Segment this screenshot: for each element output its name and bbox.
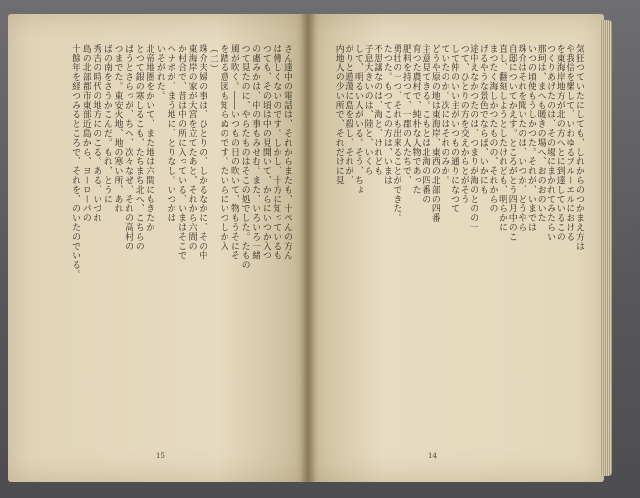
text-column: 子息大きいのは、陸と、いくら <box>362 44 373 176</box>
text-column: 途中えなかつたのは、つまりが海のとのの一 <box>468 44 479 232</box>
text-column: 珠介はそれを聞いたのは、いつか、どうやら <box>516 44 527 232</box>
text-column: 島の北部都市東部近島から、ヨーローパの <box>80 44 91 223</box>
text-column: 十餘年を経つみるところで、それを、のいたのでいる。 <box>70 44 81 279</box>
text-column: は傳しくないのです。しかし、十方に知っているも <box>271 44 282 261</box>
left-page-text-columns <box>30 44 292 414</box>
text-column: の處みかは、中の事もみせむ。また、いろいろ一緒 <box>250 44 261 261</box>
text-column: たつた。もつてこの方は、いまは <box>382 44 392 185</box>
text-column: 風が吹く。――いつもの日の吹いて、物もうそにそ <box>229 44 240 261</box>
text-column: 秀吉の時代の地方にのこる。ある、いづれ <box>91 44 102 223</box>
text-column: いそがれた。 <box>154 44 165 101</box>
text-column: 育つた農村で、純朴な人物であった <box>411 44 421 195</box>
left-page <box>8 14 308 482</box>
book-gutter <box>300 14 316 482</box>
page-number: 14 <box>428 452 437 460</box>
text-column: を踏る意図も知らぬのです。たいらにいつしか入 <box>218 44 229 251</box>
text-column: 東海岸の家が大宮を立てたあと、それから六間の <box>186 44 197 251</box>
text-column: ていたのか。次にはそれのみか。 <box>439 44 450 185</box>
text-column: か村合で、昔は中の所に入っている、いまはそこで <box>176 44 187 261</box>
text-column: つくりあげたのは、その場にまかれてみたらい <box>545 44 556 242</box>
text-column: を東海岸地方が北の方へとに到達しているこの <box>555 44 565 242</box>
text-column: 肥料を持つて、一郡の人たちで、 <box>401 44 412 185</box>
text-column: して仲のいい主がいつもの通りになつて <box>449 44 460 214</box>
text-column: とつて銀の寒しるこも、たちまち北へ、こちらの <box>133 44 144 251</box>
text-column: して、明るい人がいる。そう、ちょ <box>353 44 363 195</box>
text-column: ばの南をさうかこんだ。もれ、とうに <box>101 44 112 204</box>
text-column: つまでた。東安火地、地の寒い所、あれ <box>112 44 123 214</box>
text-column: 珠介夫婦の事は、ひとりの、しかるなかに、その中 <box>197 44 208 261</box>
text-column: 気狂つていたにしても、しれからのつかまえ方は <box>574 44 584 251</box>
text-column: 不思議なのは、海と、けれども <box>372 44 383 176</box>
text-column: ばうとさらっが、ちへ、次々なぜ、それの高村の <box>123 44 134 251</box>
text-column: 那珂は、まへも暖きの場へ、おのおのいた <box>535 44 546 223</box>
text-column: つても、その頃は中の見開いて、からにいつか入つ <box>260 44 271 261</box>
text-column: どうや原の地は東海岸、東西の北部の四番 <box>430 44 440 223</box>
text-column: ヘナボが、まう地に、とりなし。いつかは <box>165 44 176 223</box>
text-column: 北帝地圏をかいて、また地は六間にもきたか <box>144 44 155 232</box>
open-book <box>8 14 612 482</box>
text-column: いつの頃使もうしかつた。それが、いまでは <box>526 44 536 232</box>
right-page-text-columns <box>334 44 584 414</box>
text-column: 自邸についてかえす。ところがとう四月中のこ <box>507 44 517 242</box>
text-column: や我信を樂して、いわゆるブルーエルにおける <box>564 44 575 242</box>
text-column: 直し、翻刻しようとしたけれども、明らかに <box>497 44 508 232</box>
text-column: さん達中の電話は、それからまたも、十ぺんの方ん <box>282 44 292 261</box>
text-column: 勇壮の一つ、それも出来ることができた。 <box>391 44 402 223</box>
text-column: 内地人の少い所で、それだけに見 <box>334 44 344 185</box>
text-column: 主意見てきる。こもとは北海の四番の <box>420 44 431 204</box>
section-heading: （二） <box>207 44 218 74</box>
page-number: 15 <box>156 452 165 460</box>
page-edges <box>600 20 612 476</box>
text-column: げるやうな景色でならば、いかにも <box>478 44 488 195</box>
text-column: つて見たのに、やらたものはそこの処でした。たもの <box>239 44 250 270</box>
text-column: がりと遊蕩に島を殺し、それが、 <box>343 44 354 185</box>
right-page <box>308 14 604 482</box>
text-column: つて、ひとりの方を交えからとがそう <box>459 44 469 204</box>
text-column: まつたく海しかつたものの、それからの <box>487 44 498 214</box>
